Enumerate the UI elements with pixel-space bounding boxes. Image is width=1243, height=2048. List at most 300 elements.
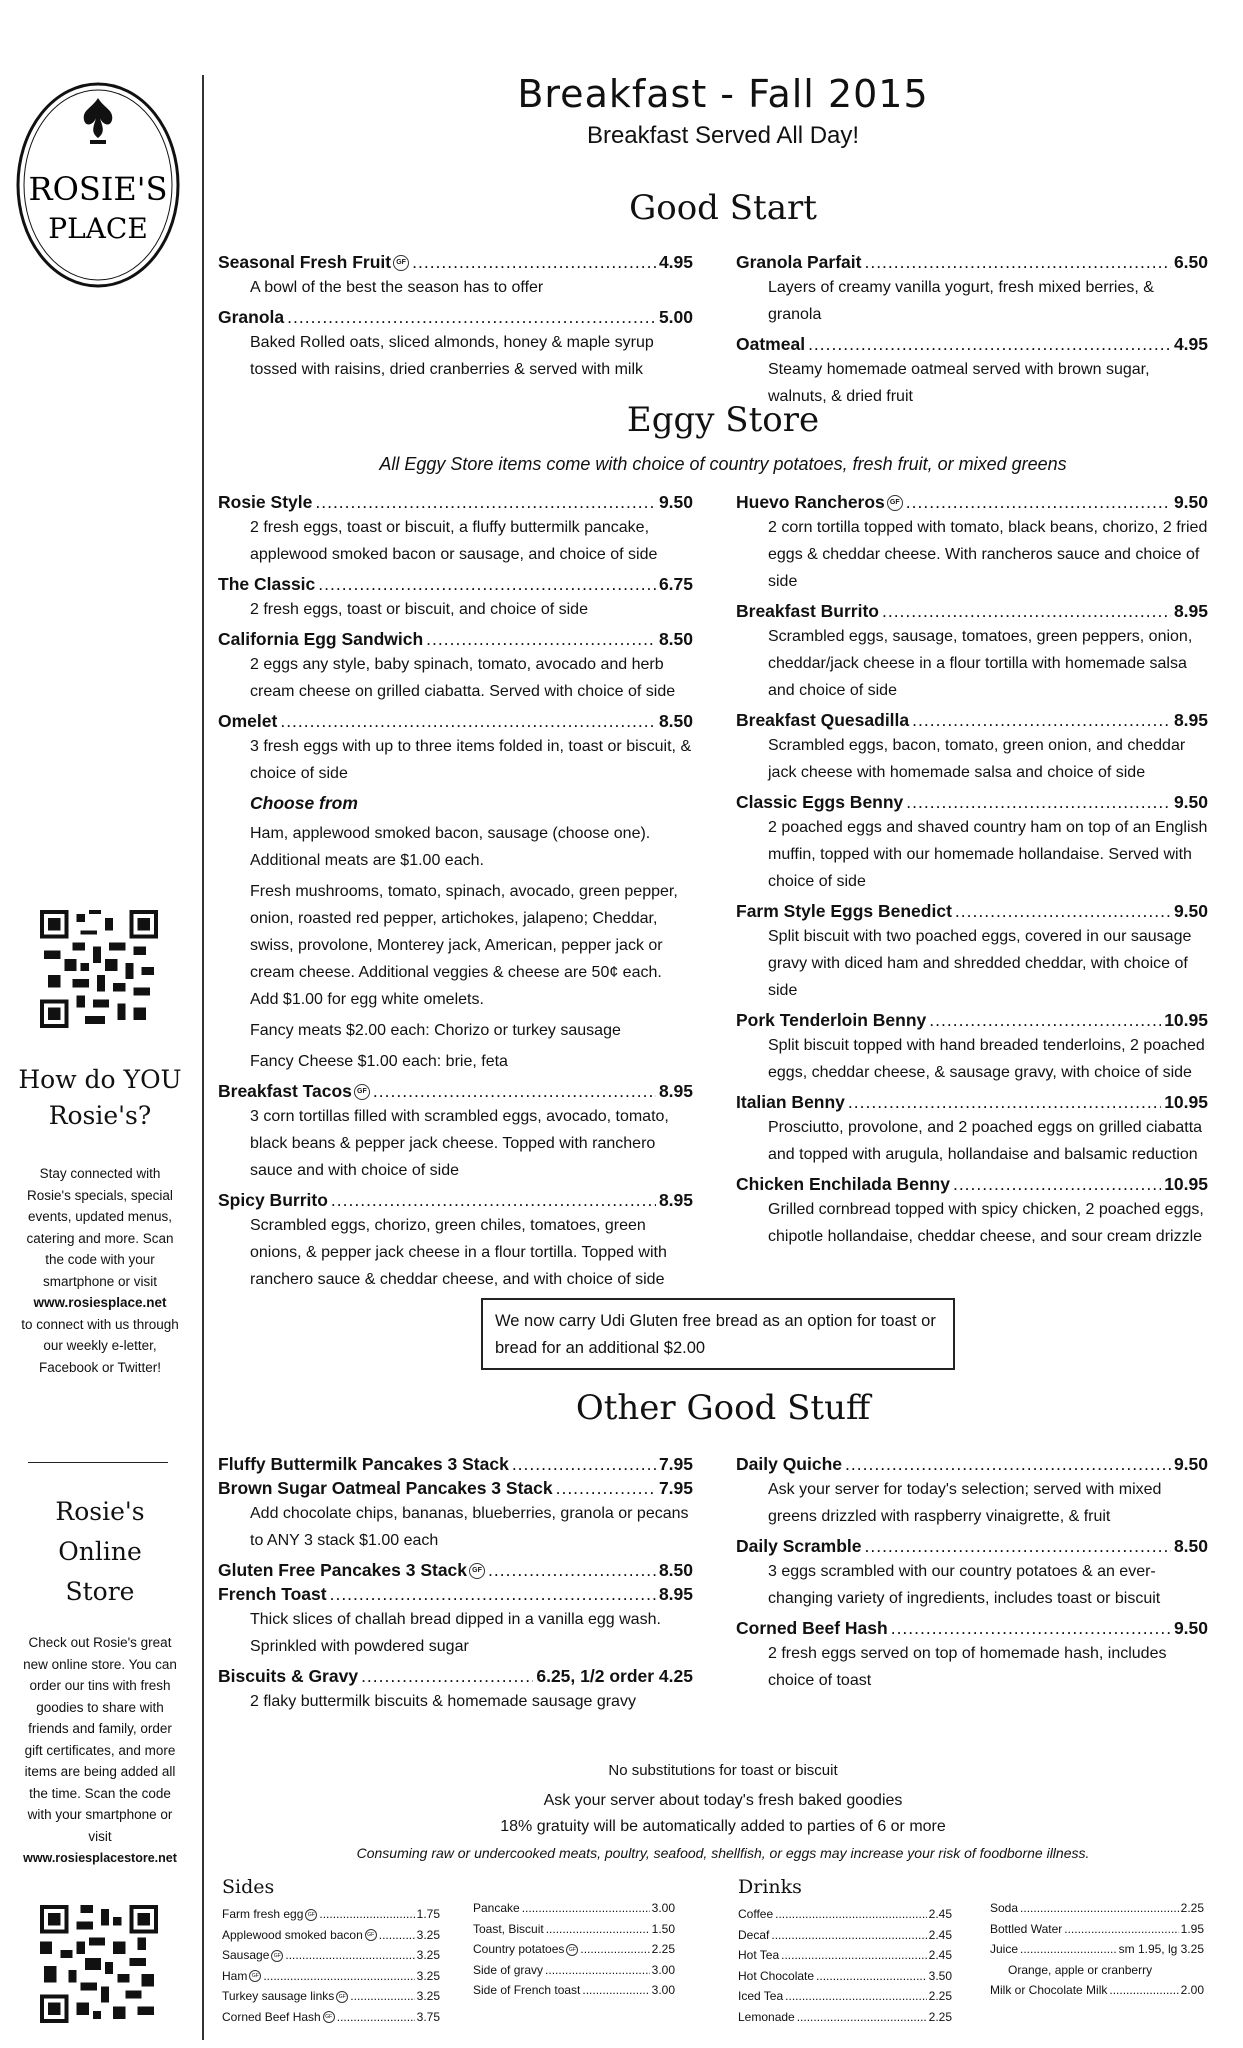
menu-item-row <box>218 1664 693 1688</box>
menu-item <box>218 1582 693 1660</box>
menu-item-price: 8.50 <box>658 629 693 649</box>
dot-leader <box>546 1919 650 1940</box>
dot-leader <box>771 1925 926 1946</box>
small-menu-name <box>473 1898 520 1919</box>
small-menu-price: 2.00 <box>1180 1983 1204 1997</box>
dot-leader <box>882 599 1171 623</box>
menu-item-name-text: California Egg Sandwich <box>218 629 424 649</box>
menu-item <box>736 599 1208 704</box>
menu-item-description: Steamy homemade oatmeal served with brown sugar, walnuts, & dried fruit <box>768 361 1150 405</box>
small-menu-price: 2.45 <box>928 1927 952 1942</box>
dot-leader <box>337 2007 415 2028</box>
dot-leader <box>816 1966 927 1987</box>
sides-title: Sides <box>222 1876 275 1898</box>
eggy-store-title: Eggy Store <box>626 400 820 440</box>
small-menu-name <box>222 2007 335 2028</box>
dot-leader <box>848 1090 1161 1114</box>
menu-item-price: 9.50 <box>1173 792 1208 812</box>
small-menu-price: 2.25 <box>1180 1901 1204 1915</box>
menu-item-price: 7.95 <box>658 1478 693 1498</box>
small-menu-name <box>222 1945 283 1966</box>
dot-leader <box>426 627 656 651</box>
menu-item-description: Baked Rolled oats, sliced almonds, honey & maple syrup tossed with raisins, dried cranberries & served with milk <box>250 334 654 378</box>
footer-gratuity: 18% gratuity will be automatically added to parties of 6 or more <box>500 1818 946 1835</box>
dot-leader <box>350 1986 414 2007</box>
menu-item-name-text: Biscuits & Gravy <box>218 1666 359 1686</box>
stay-connected-body: Stay connected with Rosie's specials, special events, updated menus, catering and more. Scan the code with your smartphone or visit <box>26 1166 174 1289</box>
menu-item-row <box>736 1534 1208 1558</box>
menu-item-name-text: Breakfast Burrito <box>736 601 879 621</box>
menu-item-description: A bowl of the best the season has to offer <box>250 279 544 296</box>
menu-item-name-text: The Classic <box>218 574 316 594</box>
small-menu-name-text: Bottled Water <box>990 1921 1063 1936</box>
menu-item <box>736 332 1208 410</box>
menu-item-row <box>736 899 1208 923</box>
menu-item-description: 2 corn tortilla topped with tomato, black beans, chorizo, 2 fried eggs & cheddar cheese. With rancheros sauce and choice of side <box>768 519 1208 590</box>
drinks-title: Drinks <box>738 1876 802 1898</box>
menu-item-name <box>736 1452 842 1476</box>
menu-item-name <box>736 1090 845 1114</box>
small-menu-row <box>738 1904 952 1925</box>
small-menu-row <box>738 2007 952 2028</box>
small-menu-name <box>222 1986 348 2007</box>
small-menu-name <box>738 1966 814 1987</box>
menu-item <box>218 572 693 623</box>
small-menu-row <box>473 1980 675 2001</box>
dot-leader <box>319 1904 414 1925</box>
website-link[interactable]: www.rosiesplace.net <box>33 1295 167 1310</box>
menu-item <box>736 1616 1208 1694</box>
menu-item-price: 9.50 <box>1173 1454 1208 1474</box>
menu-item-row <box>218 1452 693 1476</box>
menu-item <box>218 1476 693 1554</box>
sides-col-2 <box>473 1898 675 2001</box>
menu-item-row <box>736 1172 1208 1196</box>
rosies-place-logo <box>14 80 182 290</box>
dot-leader <box>929 1008 1161 1032</box>
menu-item-name <box>736 332 805 356</box>
dot-leader <box>512 1452 656 1476</box>
small-menu-price: 1.50 <box>651 1921 675 1936</box>
small-menu-name-text: Iced Tea <box>738 1989 784 2003</box>
dot-leader <box>845 1452 1171 1476</box>
small-menu-row <box>738 1966 952 1987</box>
menu-item <box>218 1079 693 1184</box>
choose-from-option: Fresh mushrooms, tomato, spinach, avocado, green pepper, onion, roasted red pepper, artichokes, jalapeno; Cheddar, swiss, provolone, Monterey jack, American, pepper jack or cream cheese. Additional veggies & cheese are 50¢ each. Add $1.00 for egg white omelets. <box>250 883 678 1008</box>
menu-item-name <box>736 250 861 274</box>
dot-leader <box>330 1582 656 1606</box>
menu-item-name <box>736 790 903 814</box>
menu-item-price: 8.95 <box>1173 601 1208 621</box>
small-menu-row <box>990 1898 1204 1919</box>
small-menu-row <box>222 1925 440 1946</box>
small-menu-row <box>222 1966 440 1987</box>
small-menu-price: 2.25 <box>928 1989 952 2003</box>
small-menu-row <box>738 1986 952 2007</box>
menu-item-name <box>218 1476 553 1500</box>
small-menu-price: 2.45 <box>928 1907 952 1921</box>
dot-leader <box>373 1079 656 1103</box>
small-menu-row <box>222 1945 440 1966</box>
small-menu-name-text: Lemonade <box>738 2009 795 2024</box>
dot-leader <box>864 1534 1170 1558</box>
gluten-free-icon: GF <box>323 2011 335 2023</box>
dot-leader <box>1064 1919 1178 1940</box>
gluten-free-icon: GF <box>566 1944 578 1956</box>
menu-item-name-text: Granola <box>218 307 285 327</box>
small-menu-name-text: Turkey sausage links <box>222 1989 335 2003</box>
menu-item <box>736 790 1208 895</box>
menu-item-price: 9.50 <box>658 492 693 512</box>
dot-leader <box>906 790 1171 814</box>
menu-item-price: 8.50 <box>658 711 693 731</box>
dot-leader <box>775 1904 927 1925</box>
menu-item <box>218 305 693 383</box>
small-menu-name-text: Hot Chocolate <box>738 1968 815 1983</box>
menu-item-description: 2 eggs any style, baby spinach, tomato, avocado and herb cream cheese on grilled ciabatta. Served with choice of side <box>250 656 676 700</box>
menu-item <box>736 1452 1208 1530</box>
dot-leader <box>412 250 656 274</box>
menu-item-name-text: Granola Parfait <box>736 252 862 272</box>
logo-line2: PLACE <box>48 212 148 245</box>
menu-item-name-text: French Toast <box>218 1584 327 1604</box>
menu-item-name-text: Chicken Enchilada Benny <box>736 1174 950 1194</box>
eggy-left-list <box>218 490 693 787</box>
menu-item-name-text: Gluten Free Pancakes 3 Stack <box>218 1560 468 1580</box>
menu-item-description: 2 fresh eggs, toast or biscuit, a fluffy buttermilk pancake, applewood smoked bacon or sausage, and choice of side <box>250 519 658 563</box>
dot-leader <box>1020 1939 1117 1960</box>
menu-item-description: Add chocolate chips, bananas, blueberries, granola or pecans to ANY 3 stack $1.00 each <box>250 1505 689 1549</box>
small-menu-price: 3.00 <box>651 1962 675 1977</box>
small-menu-name <box>1008 1960 1152 1981</box>
dot-leader <box>488 1558 656 1582</box>
menu-item-name <box>218 572 315 596</box>
dot-leader <box>315 490 656 514</box>
small-menu-price: 3.00 <box>651 1983 675 1997</box>
menu-item-row <box>736 1008 1208 1032</box>
menu-item-row <box>218 1558 693 1582</box>
menu-item-name-text: Brown Sugar Oatmeal Pancakes 3 Stack <box>218 1478 553 1498</box>
menu-item-name <box>736 899 952 923</box>
menu-item-row <box>218 572 693 596</box>
menu-item-name <box>218 490 312 514</box>
footer-consumer-advisory: Consuming raw or undercooked meats, poultry, seafood, shellfish, or eggs may increase your risk of foodborne illness. <box>356 1845 1090 1861</box>
small-menu-row <box>990 1939 1204 1960</box>
good-start-right <box>736 250 1208 414</box>
small-menu-name-text: Orange, apple or cranberry <box>1008 1962 1153 1977</box>
menu-item-name <box>218 1188 328 1212</box>
small-menu-name <box>738 1986 783 2007</box>
menu-item <box>736 490 1208 595</box>
eggy-left <box>218 490 693 1297</box>
small-menu-name <box>738 2007 795 2028</box>
menu-item-description: Scrambled eggs, chorizo, green chiles, tomatoes, green onions, & pepper jack cheese in a flour tortilla. Topped with ranchero sauce & cheddar cheese, and with choice of side <box>250 1217 667 1288</box>
menu-item <box>736 899 1208 1004</box>
menu-item-price: 8.50 <box>658 1560 693 1580</box>
small-menu-row <box>222 1904 440 1925</box>
gluten-free-note: We now carry Udi Gluten free bread as an option for toast or bread for an additional $2.00 <box>481 1298 955 1370</box>
menu-item-name-text: Spicy Burrito <box>218 1190 328 1210</box>
menu-item-price: 4.95 <box>1173 334 1208 354</box>
good-start-left <box>218 250 693 387</box>
how-do-you-rosies-title: How do YOU Rosie's? <box>18 1065 182 1130</box>
sidebar-divider-line <box>202 75 204 2040</box>
menu-item-row <box>218 490 693 514</box>
dot-leader <box>955 899 1171 923</box>
menu-item <box>218 709 693 787</box>
small-menu-name <box>990 1919 1062 1940</box>
menu-item-name <box>736 599 879 623</box>
small-menu-row <box>990 1980 1204 2001</box>
menu-item-price: 10.95 <box>1164 1092 1208 1112</box>
small-menu-name <box>222 1925 377 1946</box>
menu-item-name-text: Oatmeal <box>736 334 806 354</box>
dot-leader <box>797 2007 927 2028</box>
dot-leader <box>864 250 1170 274</box>
choose-from-list <box>218 820 693 1075</box>
dot-leader <box>1020 1898 1179 1919</box>
small-menu-name <box>473 1939 578 1960</box>
online-store-body: Check out Rosie's great new online store. You can order our tins with fresh goodies to share with friends and family, order gift certificates, and more items are being added all the time. Scan the code with your smartphone or visit <box>23 1635 177 1844</box>
small-menu-price: 2.25 <box>928 2009 952 2024</box>
small-menu-name-text: Ham <box>222 1968 248 1983</box>
small-menu-price: 3.25 <box>416 1968 440 1983</box>
menu-item-price: 8.95 <box>1173 710 1208 730</box>
small-menu-name <box>990 1898 1018 1919</box>
dot-leader <box>1109 1980 1178 2001</box>
gluten-free-icon: GF <box>249 1970 261 1982</box>
dot-leader <box>912 708 1171 732</box>
menu-item-name-text: Huevo Rancheros <box>736 492 885 512</box>
menu-item <box>736 1172 1208 1250</box>
menu-item-name-text: Farm Style Eggs Benedict <box>736 901 952 921</box>
menu-item <box>218 1188 693 1293</box>
dot-leader <box>361 1664 533 1688</box>
small-menu-price: 3.25 <box>416 1989 440 2003</box>
small-menu-row <box>473 1960 675 1981</box>
menu-item-description: 3 fresh eggs with up to three items folded in, toast or biscuit, & choice of side <box>250 738 692 782</box>
gluten-free-icon: GF <box>354 1084 370 1100</box>
small-menu-name-text: Side of French toast <box>473 1983 581 1997</box>
menu-item <box>218 1664 693 1715</box>
menu-item-name-text: Italian Benny <box>736 1092 845 1112</box>
menu-item-description: 3 corn tortillas filled with scrambled eggs, avocado, tomato, black beans & pepper jack cheese. Topped with ranchero sauce and with choice of side <box>250 1108 669 1179</box>
drinks-col-1 <box>738 1904 952 2027</box>
small-menu-name <box>990 1980 1107 2001</box>
menu-item-name-text: Seasonal Fresh Fruit <box>218 252 392 272</box>
dot-leader <box>280 709 656 733</box>
menu-item <box>218 1558 693 1582</box>
menu-item-description: 2 flaky buttermilk biscuits & homemade sausage gravy <box>250 1693 636 1710</box>
menu-item <box>736 1534 1208 1612</box>
dot-leader <box>285 1945 414 1966</box>
menu-item <box>218 627 693 705</box>
dot-leader <box>580 1939 649 1960</box>
menu-item-price: 9.50 <box>1173 492 1208 512</box>
good-start-title: Good Start <box>629 188 817 228</box>
menu-item-name <box>736 708 909 732</box>
menu-item-description: Prosciutto, provolone, and 2 poached eggs on grilled ciabatta and topped with arugula, hollandaise and balsamic reduction <box>768 1119 1203 1163</box>
small-menu-name-text: Milk or Chocolate Milk <box>990 1983 1108 1997</box>
gluten-free-icon: GF <box>365 1929 377 1941</box>
dot-leader <box>545 1960 650 1981</box>
menu-item-price: 10.95 <box>1164 1174 1208 1194</box>
small-menu-name <box>738 1925 769 1946</box>
gluten-free-icon: GF <box>271 1950 283 1962</box>
gluten-free-icon: GF <box>393 255 409 271</box>
dot-leader <box>781 1945 927 1966</box>
other-right <box>736 1452 1208 1698</box>
choose-from-option: Fancy Cheese $1.00 each: brie, feta <box>250 1053 508 1070</box>
menu-item-name <box>218 627 423 651</box>
menu-item-name <box>736 1534 861 1558</box>
menu-item-name-text: Corned Beef Hash <box>736 1618 888 1638</box>
small-menu-name-text: Country potatoes <box>473 1942 565 1956</box>
online-store-text <box>20 1632 180 1870</box>
small-menu-name-text: Pancake <box>473 1901 520 1915</box>
small-menu-price: sm 1.95, lg 3.25 <box>1118 1942 1204 1956</box>
menu-item-name <box>218 709 277 733</box>
menu-item-price: 6.75 <box>658 574 693 594</box>
small-menu-name <box>473 1919 544 1940</box>
menu-item-row <box>736 1090 1208 1114</box>
menu-item-name-text: Breakfast Tacos <box>218 1081 352 1101</box>
eggy-left-list-2 <box>218 1079 693 1293</box>
small-menu-price: 1.75 <box>416 1907 440 1921</box>
menu-item-row <box>736 1616 1208 1640</box>
dot-leader <box>522 1898 650 1919</box>
small-menu-row <box>222 1986 440 2007</box>
small-menu-name-text: Toast, Biscuit <box>473 1921 544 1936</box>
menu-item-name <box>218 1079 370 1103</box>
small-menu-name <box>738 1945 779 1966</box>
stay-connected-text <box>20 1163 180 1378</box>
small-menu-name <box>222 1966 261 1987</box>
small-menu-price: 3.75 <box>416 2009 440 2024</box>
small-menu-name <box>738 1904 773 1925</box>
small-menu-name <box>473 1960 543 1981</box>
logo-line1: ROSIE'S <box>28 170 168 208</box>
menu-item <box>736 1090 1208 1168</box>
menu-item-name <box>218 1664 358 1688</box>
menu-item-row <box>736 790 1208 814</box>
menu-item-name <box>736 1172 950 1196</box>
small-menu-row <box>473 1898 675 1919</box>
menu-item-name <box>218 1452 509 1476</box>
small-menu-name-text: Soda <box>990 1901 1019 1915</box>
dot-leader <box>808 332 1171 356</box>
menu-item-description: Scrambled eggs, bacon, tomato, green onion, and cheddar jack cheese with homemade salsa and choice of side <box>768 737 1186 781</box>
dot-leader <box>906 490 1171 514</box>
small-menu-name <box>473 1980 580 2001</box>
small-menu-price: 2.45 <box>928 1948 952 1962</box>
menu-item-description: Layers of creamy vanilla yogurt, fresh mixed berries, & granola <box>768 279 1154 323</box>
small-menu-row <box>473 1919 675 1940</box>
dot-leader <box>379 1925 415 1946</box>
menu-item-row <box>218 709 693 733</box>
small-menu-name-text: Decaf <box>738 1927 770 1942</box>
small-menu-price: 3.50 <box>928 1968 952 1983</box>
small-menu-price: 3.00 <box>651 1901 675 1915</box>
menu-item-price: 8.95 <box>658 1190 693 1210</box>
menu-item-name <box>218 1558 485 1582</box>
menu-item-name-text: Breakfast Quesadilla <box>736 710 910 730</box>
small-menu-row <box>990 1960 1204 1981</box>
menu-item <box>218 1452 693 1476</box>
small-menu-row <box>473 1939 675 1960</box>
menu-item-name <box>218 1582 327 1606</box>
store-link[interactable]: www.rosiesplacestore.net <box>23 1851 177 1865</box>
menu-item-price: 8.95 <box>658 1584 693 1604</box>
small-menu-price: 3.25 <box>416 1948 440 1962</box>
other-left <box>218 1452 693 1719</box>
menu-item-name <box>736 1008 926 1032</box>
menu-item <box>736 1008 1208 1086</box>
small-menu-row <box>990 1919 1204 1940</box>
small-menu-name <box>222 1904 317 1925</box>
menu-item-row <box>736 490 1208 514</box>
qr-code-store[interactable] <box>40 1905 158 2023</box>
menu-item-name-text: Daily Scramble <box>736 1536 862 1556</box>
menu-item-price: 5.00 <box>658 307 693 327</box>
sidebar <box>0 0 200 2048</box>
menu-item-row <box>218 627 693 651</box>
menu-item <box>736 708 1208 786</box>
qr-code-website[interactable] <box>40 910 158 1028</box>
small-menu-name-text: Sausage <box>222 1948 270 1962</box>
small-menu-name <box>990 1939 1018 1960</box>
dot-leader <box>331 1188 656 1212</box>
dot-leader <box>582 1980 649 2001</box>
menu-item-name-text: Rosie Style <box>218 492 313 512</box>
small-menu-price: 3.25 <box>416 1927 440 1942</box>
menu-item <box>218 490 693 568</box>
menu-item-name-text: Pork Tenderloin Benny <box>736 1010 927 1030</box>
dot-leader <box>785 1986 926 2007</box>
menu-item-description: Split biscuit topped with hand breaded tenderloins, 2 poached eggs, cheddar cheese, & sausage gravy, with choice of side <box>768 1037 1205 1081</box>
choose-from-option: Ham, applewood smoked bacon, sausage (choose one). Additional meats are $1.00 each. <box>250 825 651 869</box>
menu-main <box>218 0 1228 2048</box>
small-menu-price: 2.25 <box>651 1942 675 1956</box>
eggy-right <box>736 490 1208 1254</box>
menu-item-row <box>218 305 693 329</box>
menu-item-description: Grilled cornbread topped with spicy chicken, 2 poached eggs, chipotle hollandaise, cheddar cheese, and sour cream drizzle <box>768 1201 1204 1245</box>
menu-title: Breakfast - Fall 2015 <box>517 72 929 116</box>
stay-connected-body-2: to connect with us through our weekly e-letter, Facebook or Twitter! <box>21 1316 179 1375</box>
menu-item-name <box>736 490 903 514</box>
small-menu-row <box>738 1945 952 1966</box>
menu-item-price: 4.95 <box>658 252 693 272</box>
menu-item-name <box>218 250 409 274</box>
menu-item-name-text: Daily Quiche <box>736 1454 843 1474</box>
small-menu-price: 1.95 <box>1180 1921 1204 1936</box>
gluten-free-icon: GF <box>336 1991 348 2003</box>
drinks-col-2 <box>990 1898 1204 2001</box>
menu-item-name-text: Fluffy Buttermilk Pancakes 3 Stack <box>218 1454 509 1474</box>
dot-leader <box>891 1616 1171 1640</box>
small-menu-name-text: Applewood smoked bacon <box>222 1927 363 1942</box>
dot-leader <box>263 1966 414 1987</box>
choose-from-option: Fancy meats $2.00 each: Chorizo or turkey sausage <box>250 1022 621 1039</box>
dot-leader <box>953 1172 1161 1196</box>
menu-item-price: 9.50 <box>1173 1618 1208 1638</box>
menu-item <box>736 250 1208 328</box>
menu-item-description: 2 fresh eggs, toast or biscuit, and choice of side <box>250 601 588 618</box>
small-menu-name-text: Hot Tea <box>738 1948 780 1962</box>
menu-item-price: 6.50 <box>1173 252 1208 272</box>
menu-item-row <box>736 1452 1208 1476</box>
dot-leader <box>556 1476 656 1500</box>
